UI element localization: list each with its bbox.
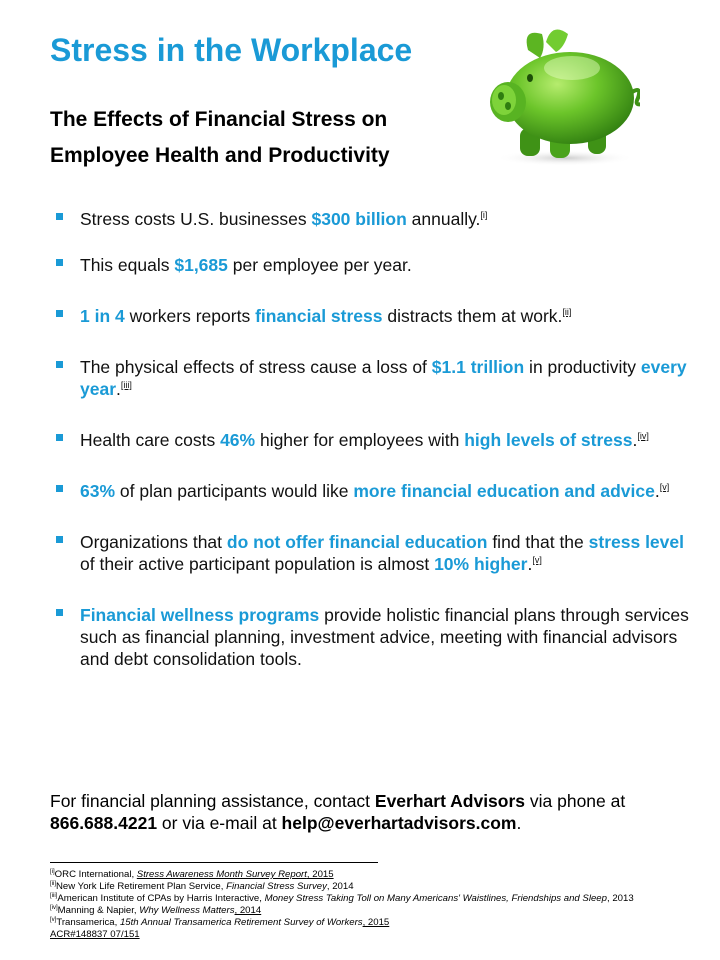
text-run: Stress costs U.S. businesses <box>80 209 312 229</box>
bullet-text <box>80 605 689 669</box>
text-run: . <box>632 430 638 450</box>
text-run: New York Life Retirement Plan Service, <box>56 881 227 892</box>
text-run: Money Stress Taking Toll on Many Americans' Waistlines, Friendships and Sleep <box>264 893 607 904</box>
footnote-ref: [ii] <box>50 880 56 887</box>
square-bullet-icon <box>56 609 63 616</box>
text-run: provide holistic financial plans through services such as financial planning, investment advice, meeting with financial advisors and debt consolidation tools. <box>80 605 689 669</box>
text-run: Transamerica, <box>56 917 120 928</box>
text-run: per employee per year. <box>227 255 412 275</box>
text-run: Health care costs <box>80 430 221 450</box>
footnote-ref: [v] <box>50 916 57 923</box>
citation-ref: [v] <box>659 482 670 493</box>
page-title: Stress in the Workplace <box>50 32 413 68</box>
square-bullet-icon <box>56 536 63 543</box>
highlighted-text: $1,685 <box>174 255 228 275</box>
bullet-item <box>52 254 692 276</box>
highlighted-text: high levels of stress <box>464 430 633 450</box>
text-run: Everhart Advisors <box>374 791 526 811</box>
bullet-text <box>80 430 649 450</box>
bullet-item <box>52 305 692 327</box>
footnote <box>50 893 720 905</box>
bullet-item <box>52 531 692 575</box>
highlighted-text: every year <box>80 357 687 399</box>
footnote-text <box>56 881 354 892</box>
text-run: . <box>516 813 522 833</box>
footnote-divider <box>50 862 378 863</box>
contact-text <box>50 790 690 834</box>
text-run: For financial planning assistance, contact <box>50 791 375 811</box>
text-run: This equals <box>80 255 175 275</box>
page-subtitle <box>50 102 470 174</box>
highlighted-text: Financial wellness programs <box>80 605 320 625</box>
text-run: workers reports <box>124 306 256 326</box>
text-run: The physical effects of stress cause a loss of <box>80 357 432 377</box>
text-run: Manning & Napier, <box>57 905 140 916</box>
text-run: ORC International, <box>54 869 137 880</box>
highlighted-text: 63% <box>80 481 116 501</box>
text-run: . <box>116 379 121 399</box>
citation-ref: [iii] <box>120 380 132 391</box>
highlighted-text: financial stress <box>255 306 383 326</box>
footnote-text <box>55 869 334 880</box>
subtitle-line: Employee Health and Productivity <box>50 144 390 167</box>
text-run: of plan participants would like <box>115 481 354 501</box>
square-bullet-icon <box>56 361 63 368</box>
text-run: . <box>527 554 533 574</box>
footnote <box>50 917 720 929</box>
bullet-text <box>80 209 487 229</box>
footnote-text <box>56 917 389 928</box>
acr-code: ACR#148837 07/151 <box>50 929 140 940</box>
highlighted-text: 46% <box>220 430 256 450</box>
text-run: Organizations that <box>80 532 227 552</box>
text-run: , 2015 <box>362 917 390 928</box>
highlighted-text: 1 in 4 <box>80 306 125 326</box>
highlighted-text: $1.1 trillion <box>431 357 525 377</box>
text-run: find that the <box>487 532 589 552</box>
citation-ref: [v] <box>532 555 542 566</box>
text-run: Stress Awareness Month Survey Report <box>136 869 307 880</box>
square-bullet-icon <box>56 213 63 220</box>
square-bullet-icon <box>56 259 63 266</box>
text-run: Why Wellness Matters <box>139 905 235 916</box>
text-run: via phone at <box>525 791 626 811</box>
square-bullet-icon <box>56 485 63 492</box>
footnotes <box>50 869 720 941</box>
bullet-item <box>52 480 692 502</box>
square-bullet-icon <box>56 310 63 317</box>
text-run: 15th Annual Transamerica Retirement Survey of Workers <box>119 917 363 928</box>
bullet-text <box>80 306 571 326</box>
footnote <box>50 869 720 881</box>
citation-ref: [iv] <box>637 431 649 442</box>
text-run: . <box>654 481 660 501</box>
footnote-ref: [iii] <box>50 892 58 899</box>
highlighted-text: 10% higher <box>434 554 528 574</box>
bullet-item <box>52 208 692 230</box>
footnote-ref: [i] <box>50 868 55 875</box>
text-run: 866.688.4221 <box>50 813 158 833</box>
bullet-list <box>52 208 692 670</box>
text-run: , 2014 <box>234 905 262 916</box>
citation-ref: [ii] <box>562 307 572 318</box>
highlighted-text: do not offer financial education <box>226 532 488 552</box>
text-run: in productivity <box>524 357 641 377</box>
highlighted-text: $300 billion <box>311 209 407 229</box>
highlighted-text: stress level <box>588 532 684 552</box>
citation-ref: [i] <box>480 210 488 221</box>
text-run: distracts them at work. <box>382 306 563 326</box>
text-run: American Institute of CPAs by Harris Interactive, <box>57 893 265 904</box>
footnote <box>50 881 720 893</box>
bullet-item <box>52 356 692 400</box>
subtitle-line: The Effects of Financial Stress on <box>50 108 388 131</box>
text-run: annually. <box>406 209 481 229</box>
footnote-text <box>57 893 633 904</box>
text-run: of their active participant population is almost <box>80 554 435 574</box>
text-run: , 2015 <box>306 869 334 880</box>
text-run: help@everhartadvisors.com <box>281 813 517 833</box>
text-run: , 2013 <box>606 893 634 904</box>
footnote-ref: [iv] <box>50 904 58 911</box>
footnote-text <box>58 905 262 916</box>
square-bullet-icon <box>56 434 63 441</box>
bullet-text <box>80 532 684 574</box>
highlighted-text: more financial education and advice <box>353 481 655 501</box>
text-run: or via e-mail at <box>157 813 282 833</box>
text-run: Financial Stress Survey <box>226 881 327 892</box>
footnote <box>50 905 720 917</box>
text-run: , 2014 <box>326 881 354 892</box>
bullet-item <box>52 429 692 451</box>
bullet-item <box>52 604 692 670</box>
piggy-bank-icon <box>480 20 640 170</box>
bullet-text <box>80 357 687 399</box>
bullet-text <box>80 255 412 275</box>
bullet-text <box>80 481 669 501</box>
text-run: higher for employees with <box>255 430 465 450</box>
